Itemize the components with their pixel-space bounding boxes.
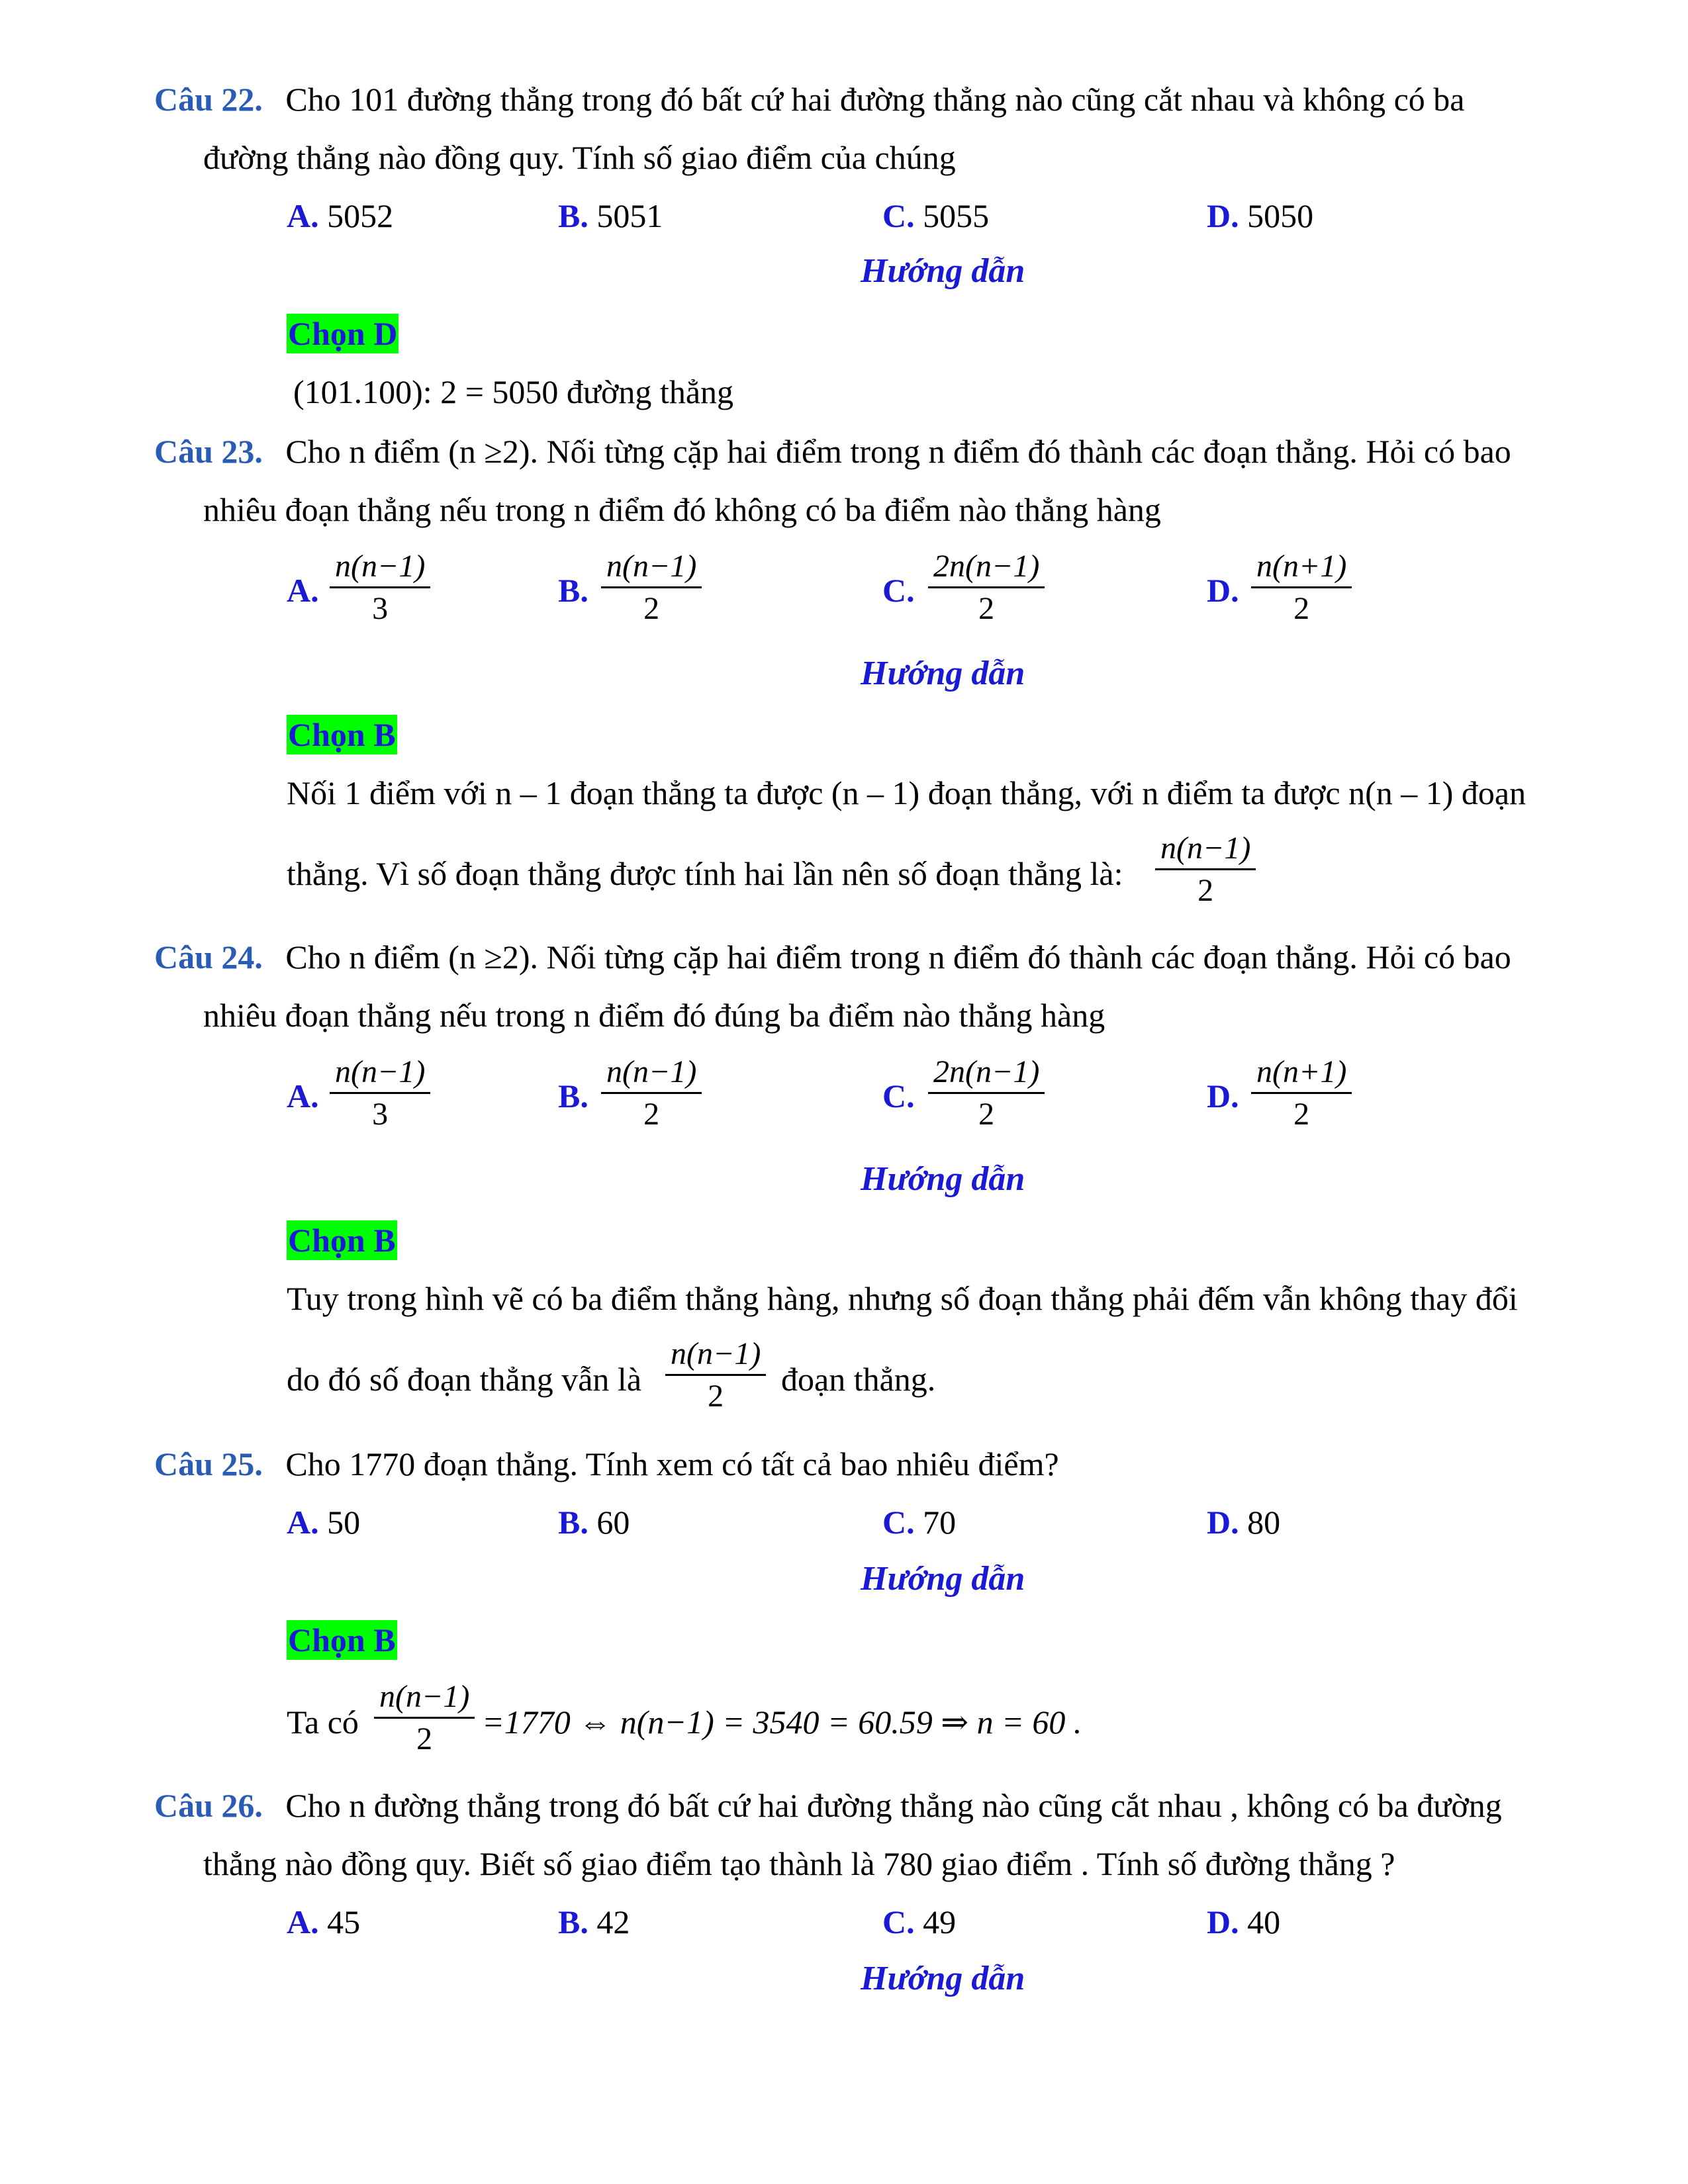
answer-badge: Chọn B xyxy=(288,1621,396,1659)
question-23 xyxy=(154,430,1511,473)
solution-text-cont: thẳng. Vì số đoạn thẳng được tính hai lần nên số đoạn thẳng là: xyxy=(287,855,1123,892)
option-c-fraction: $\frac{2n(n-1)}{2}$ xyxy=(928,1052,1045,1135)
solution-fraction: $\frac{n(n-1)}{2}$ xyxy=(374,1677,475,1760)
question-26 xyxy=(154,1784,1502,1827)
option-c: C. 49 xyxy=(882,1903,957,1940)
guide-heading: Hướng dẫn xyxy=(861,655,1025,692)
question-text-cont: đường thẳng nào đồng quy. Tính số giao điểm của chúng xyxy=(203,139,956,176)
question-text: Cho 1770 đoạn thẳng. Tính xem có tất cả bao nhiêu điểm? xyxy=(285,1445,1059,1482)
option-c-fraction: $\frac{2n(n-1)}{2}$ xyxy=(928,547,1045,629)
option-b: B. 60 xyxy=(558,1504,630,1541)
option-d: D. 40 xyxy=(1207,1903,1281,1940)
solution-text-b: đoạn thẳng. xyxy=(781,1361,936,1398)
option-b: B. 42 xyxy=(558,1903,630,1940)
option-a: A. xyxy=(287,1077,319,1115)
option-a: A. 5052 xyxy=(287,197,394,234)
question-label: Câu 23. xyxy=(154,433,263,470)
option-b-fraction: $\frac{n(n-1)}{2}$ xyxy=(601,1052,702,1135)
option-c: C. 70 xyxy=(882,1504,957,1541)
option-a-fraction: $\frac{n(n-1)}{3}$ xyxy=(330,1052,430,1135)
question-label: Câu 22. xyxy=(154,81,263,118)
solution-fraction: $\frac{n(n-1)}{2}$ xyxy=(665,1334,766,1417)
solution-text: (101.100): 2 = 5050 đường thẳng xyxy=(293,373,734,410)
option-b: B. 5051 xyxy=(558,197,663,234)
question-label: Câu 26. xyxy=(154,1787,263,1824)
question-24 xyxy=(154,936,1511,978)
question-text: Cho 101 đường thẳng trong đó bất cứ hai đường thẳng nào cũng cắt nhau và không có ba xyxy=(285,81,1465,118)
solution-fraction: $\frac{n(n-1)}{2}$ xyxy=(1155,829,1256,911)
option-c: C. xyxy=(882,572,915,609)
option-c: C. xyxy=(882,1077,915,1115)
question-text-cont: thẳng nào đồng quy. Biết số giao điểm tạo thành là 780 giao điểm . Tính số đường thẳng ? xyxy=(203,1845,1395,1882)
guide-heading: Hướng dẫn xyxy=(861,252,1025,290)
question-25 xyxy=(154,1443,1059,1485)
option-a: A. xyxy=(287,572,319,609)
option-b: B. xyxy=(558,1077,588,1115)
option-a-fraction: $\frac{n(n-1)}{3}$ xyxy=(330,547,430,629)
solution-equation: =1770 ⇔ n(n−1) = 3540 = 60.59 ⇒ n = 60 . xyxy=(482,1704,1082,1741)
option-a: A. 45 xyxy=(287,1903,361,1940)
question-label: Câu 25. xyxy=(154,1445,263,1482)
solution-text: Nối 1 điểm với n – 1 đoạn thẳng ta được (n – 1) đoạn thẳng, với n điểm ta được n(n – 1) đoạn xyxy=(287,774,1526,811)
option-d: D. 80 xyxy=(1207,1504,1281,1541)
guide-heading: Hướng dẫn xyxy=(861,1960,1025,1997)
guide-heading: Hướng dẫn xyxy=(861,1560,1025,1598)
answer-badge: Chọn B xyxy=(288,1222,396,1259)
question-text: Cho n đường thẳng trong đó bất cứ hai đường thẳng nào cũng cắt nhau , không có ba đường xyxy=(285,1787,1502,1824)
option-d-fraction: $\frac{n(n+1)}{2}$ xyxy=(1251,1052,1352,1135)
solution-text-a: do đó số đoạn thẳng vẫn là xyxy=(287,1361,642,1398)
question-text: Cho n điểm (n ≥2). Nối từng cặp hai điểm trong n điểm đó thành các đoạn thẳng. Hỏi có bao xyxy=(285,433,1511,470)
option-a: A. 50 xyxy=(287,1504,361,1541)
option-d: D. xyxy=(1207,1077,1239,1115)
solution-text: Tuy trong hình vẽ có ba điểm thẳng hàng, nhưng số đoạn thẳng phải đếm vẫn không thay đổi xyxy=(287,1280,1518,1317)
option-c: C. 5055 xyxy=(882,197,990,234)
option-b: B. xyxy=(558,572,588,609)
option-b-fraction: $\frac{n(n-1)}{2}$ xyxy=(601,547,702,629)
question-text: Cho n điểm (n ≥2). Nối từng cặp hai điểm trong n điểm đó thành các đoạn thẳng. Hỏi có bao xyxy=(285,938,1511,976)
question-text-cont: nhiêu đoạn thẳng nếu trong n điểm đó đúng ba điểm nào thẳng hàng xyxy=(203,997,1105,1034)
solution-prefix: Ta có xyxy=(287,1704,359,1741)
option-d: D. xyxy=(1207,572,1239,609)
answer-badge: Chọn B xyxy=(288,716,396,753)
option-d: D. 5050 xyxy=(1207,197,1314,234)
guide-heading: Hướng dẫn xyxy=(861,1160,1025,1198)
question-22 xyxy=(154,78,1464,120)
question-label: Câu 24. xyxy=(154,938,263,976)
question-text-cont: nhiêu đoạn thẳng nếu trong n điểm đó không có ba điểm nào thẳng hàng xyxy=(203,491,1161,528)
answer-badge: Chọn D xyxy=(288,315,398,352)
option-d-fraction: $\frac{n(n+1)}{2}$ xyxy=(1251,547,1352,629)
